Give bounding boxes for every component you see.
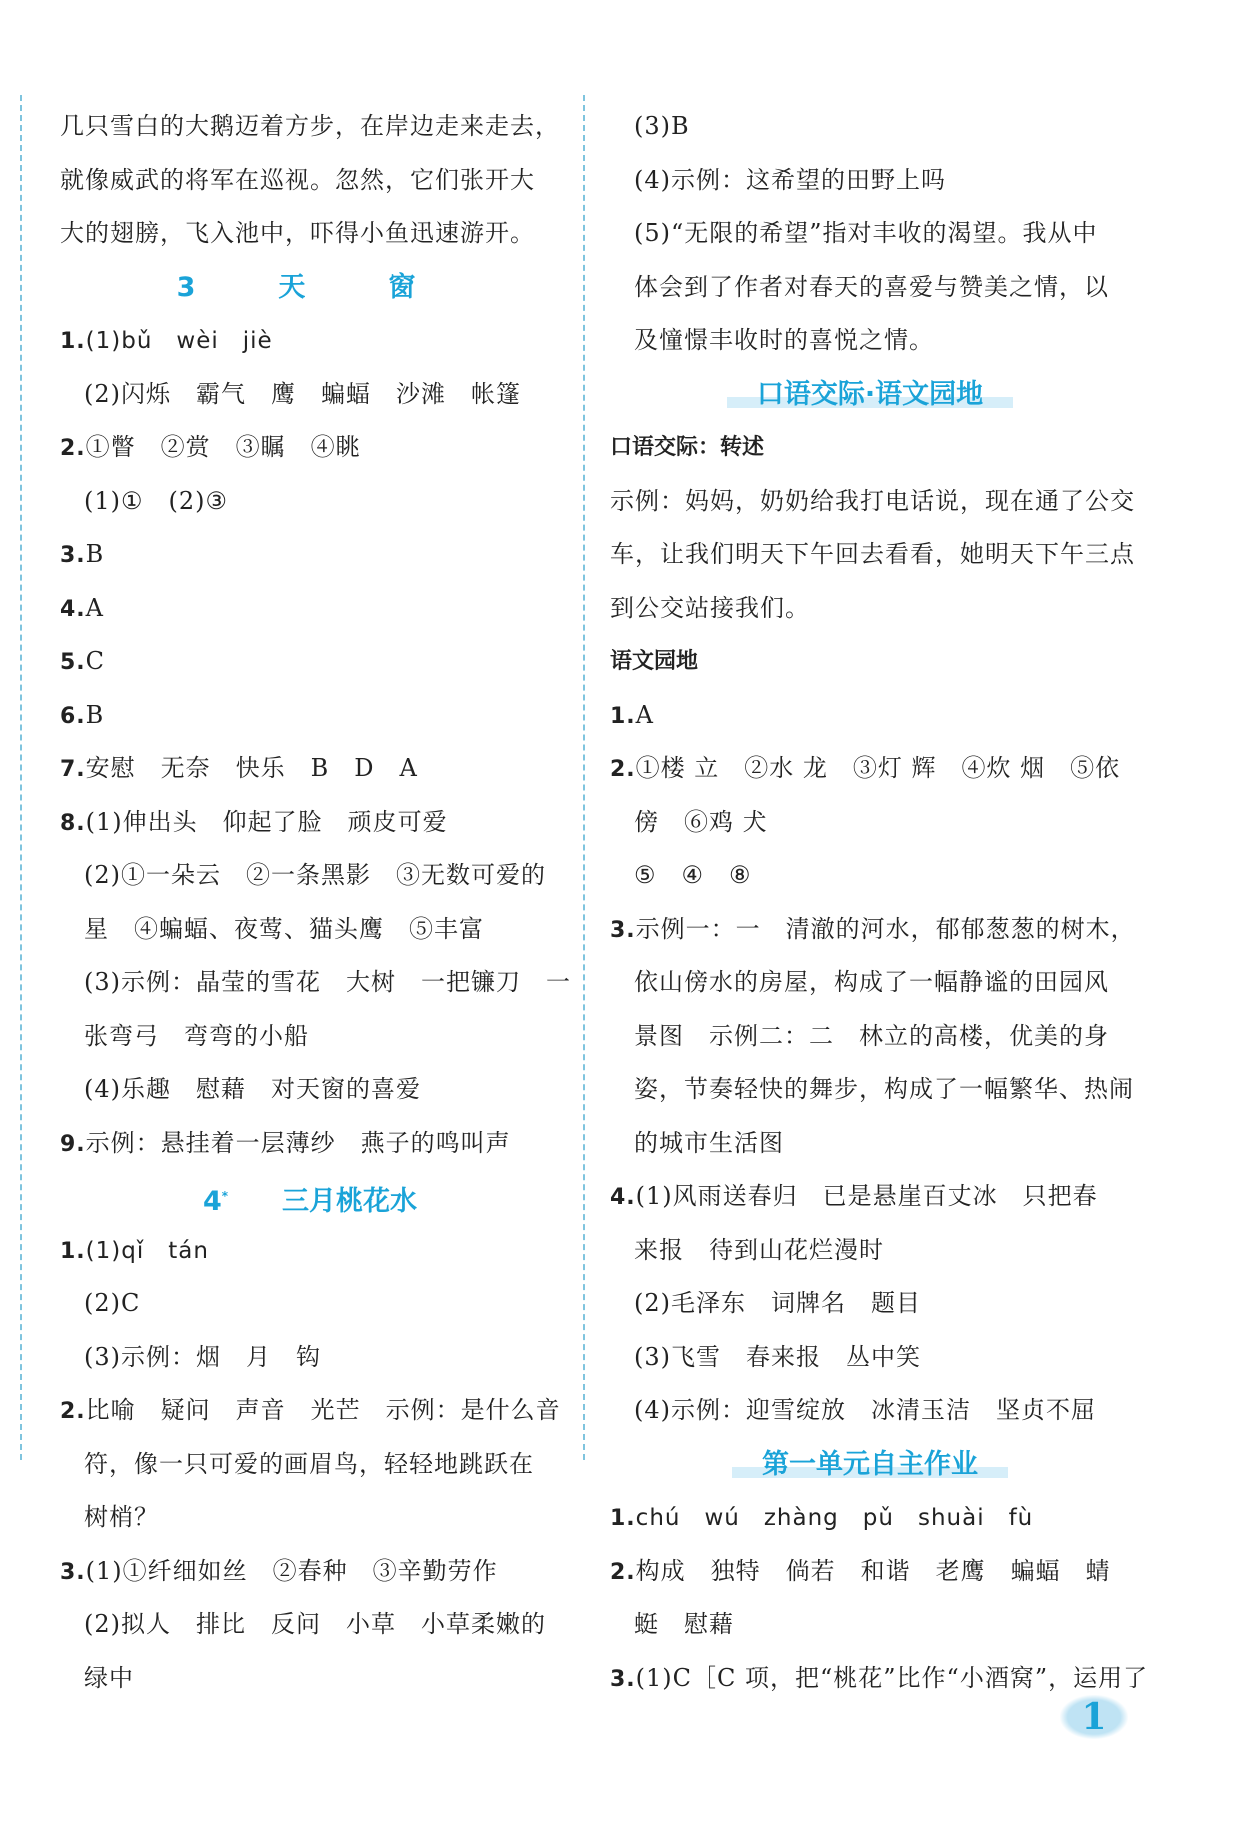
s3-q9: 9.示例：悬挂着一层薄纱 燕子的鸣叫声 (60, 1128, 511, 1157)
intro-line-2: 就像威武的将军在巡视。忽然，它们张开大 (60, 165, 535, 194)
s4-q2: 2.比喻 疑问 声音 光芒 示例：是什么音 (60, 1396, 561, 1424)
s3-q7: 7.安慰 无奈 快乐 B D A (60, 754, 418, 782)
section-4-title: 4* 三月桃花水 (202, 1186, 418, 1217)
oral-line-2: 车，让我们明天下午回去看看，她明天下午三点 (610, 540, 1135, 568)
s4-q3-c: 绿中 (84, 1663, 134, 1692)
s3-q8: 8.(1)伸出头 仰起了脸 顽皮可爱 (60, 807, 448, 836)
s3-q3: 3.B (60, 540, 105, 568)
s3-q6: 6.B (60, 700, 105, 729)
cont-line-3: (5)“无限的希望”指对丰收的渴望。我从中 (634, 219, 1098, 247)
u-q2: 2.构成 独特 倘若 和谐 老鹰 蝙蝠 蜻 (610, 1556, 1111, 1585)
s3-q4: 4.A (60, 593, 105, 622)
s3-q8-b: (2)①一朵云 ②一条黑影 ③无数可爱的 (84, 861, 546, 889)
g-q4: 4.(1)风雨送春归 已是悬崖百丈冰 只把春 (610, 1182, 1098, 1210)
column-divider (583, 95, 585, 1460)
cont-line-2: (4)示例：这希望的田野上吗 (634, 165, 946, 194)
intro-line-1: 几只雪白的大鹅迈着方步，在岸边走来走去， (60, 112, 560, 140)
u-q1: 1.chú wú zhàng pǔ shuài fù (610, 1505, 1034, 1531)
g-q3-c: 景图 示例二：二 林立的高楼，优美的身 (634, 1021, 1109, 1050)
g-q2: 2.①楼 立 ②水 龙 ③灯 辉 ④炊 烟 ⑤依 (610, 754, 1121, 782)
oral-line-1: 示例：妈妈，奶奶给我打电话说，现在通了公交 (610, 486, 1135, 515)
g-q4-c: (2)毛泽东 词牌名 题目 (634, 1289, 921, 1317)
g-q3: 3.示例一：一 清澈的河水，郁郁葱葱的树木， (610, 914, 1136, 943)
s3-q2-b: (1)① (2)③ (84, 486, 229, 515)
g-q4-d: (3)飞雪 春来报 丛中笑 (634, 1342, 921, 1371)
s4-q1-c: (3)示例：烟 月 钩 (84, 1342, 321, 1371)
g-q1: 1.A (610, 700, 655, 729)
s3-q8-d: (3)示例：晶莹的雪花 大树 一把镰刀 一 (84, 968, 571, 996)
section-3-title: 3 天 窗 (176, 271, 444, 303)
cont-line-1: (3)B (634, 112, 690, 140)
garden-subtitle: 语文园地 (610, 649, 699, 674)
s4-q1: 1.(1)qǐ tán (60, 1237, 209, 1264)
left-column (60, 100, 571, 1705)
page-number: 1 (1060, 1695, 1128, 1739)
s3-q8-e: 张弯弓 弯弯的小船 (84, 1021, 309, 1050)
intro-line-3: 大的翅膀，飞入池中，吓得小鱼迅速游开。 (60, 219, 535, 247)
g-q4-e: (4)示例：迎雪绽放 冰清玉洁 坚贞不屈 (634, 1396, 1096, 1424)
g-q2-c: ⑤ ④ ⑧ (634, 861, 752, 889)
cont-line-5: 及憧憬丰收时的喜悦之情。 (634, 326, 934, 354)
s4-q3: 3.(1)①纤细如丝 ②春种 ③辛勤劳作 (60, 1556, 498, 1585)
left-margin-divider (20, 95, 22, 1460)
oral-garden-title: 口语交际·语文园地 (610, 368, 1130, 422)
g-q3-d: 姿，节奏轻快的舞步，构成了一幅繁华、热闹 (634, 1075, 1134, 1103)
s4-q2-b: 符，像一只可爱的画眉鸟，轻轻地跳跃在 (84, 1449, 534, 1478)
u-q2-b: 蜓 慰藉 (634, 1610, 734, 1638)
s3-q8-f: (4)乐趣 慰藉 对天窗的喜爱 (84, 1075, 421, 1103)
s3-q5: 5.C (60, 647, 106, 675)
oral-subtitle: 口语交际：转述 (610, 435, 765, 460)
u-q3: 3.(1)C［C 项，把“桃花”比作“小酒窝”，运用了 (610, 1663, 1149, 1692)
cont-line-4: 体会到了作者对春天的喜爱与赞美之情，以 (634, 272, 1109, 301)
g-q3-b: 依山傍水的房屋，构成了一幅静谧的田园风 (634, 968, 1109, 996)
g-q4-b: 来报 待到山花烂漫时 (634, 1235, 884, 1264)
unit-1-title: 第一单元自主作业 (610, 1438, 1130, 1492)
g-q3-e: 的城市生活图 (634, 1128, 784, 1157)
oral-line-3: 到公交站接我们。 (610, 593, 810, 622)
s3-q1: 1.(1)bǔ wèi jiè (60, 328, 273, 354)
s3-q8-c: 星 ④蝙蝠、夜莺、猫头鹰 ⑤丰富 (84, 914, 484, 943)
s3-q1-b: (2)闪烁 霸气 鹰 蝙蝠 沙滩 帐篷 (84, 379, 521, 408)
s4-q3-b: (2)拟人 排比 反问 小草 小草柔嫩的 (84, 1610, 546, 1638)
s4-q1-b: (2)C (84, 1289, 141, 1317)
s3-q2: 2.①瞥 ②赏 ③瞩 ④眺 (60, 433, 361, 461)
s4-q2-c: 树梢？ (84, 1503, 159, 1531)
right-column (610, 100, 1149, 1705)
g-q2-b: 傍 ⑥鸡 犬 (634, 807, 768, 836)
